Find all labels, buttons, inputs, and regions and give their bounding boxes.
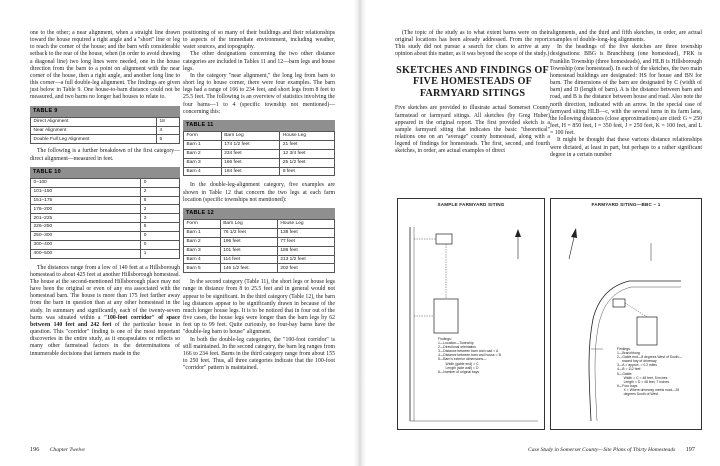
- table-row: [184, 264, 335, 273]
- north-arrowhead: [571, 228, 577, 238]
- farmyard-siting-bbc1-figure: [550, 198, 702, 430]
- table-cell: 101–150: [31, 187, 141, 196]
- table-12: [183, 208, 335, 273]
- table-row: [31, 240, 180, 249]
- table-cell: Form: [184, 220, 221, 229]
- paragraph-text: The distances range from a low of 140 feet at a Hillsborough homestead to about 425 feet at another Hillsborough homestead. The house at the second-mentioned Hillsborough place may not have been the original or even of any era associated with the homestead barn. The house is more than 175 feet farther away from the barn in question than at any other homestead in the study. In summary and significantly, each of the twenty-seven barns was situated within a: [30, 264, 180, 321]
- table-row: [184, 246, 335, 255]
- running-head: Case Study in Somerset County—Site Plans of Thirty Homesteads: [528, 447, 676, 453]
- table-row: [31, 126, 180, 135]
- table-cell: 114 feet: [220, 255, 277, 264]
- table-9: [30, 106, 180, 145]
- left-footer: [30, 446, 85, 453]
- table-caption: TABLE 10: [30, 167, 180, 178]
- left-column-2: [183, 30, 335, 372]
- barn-shape: [637, 317, 657, 345]
- table-row: [184, 149, 335, 158]
- table-11: [183, 120, 335, 177]
- table-cell: Barn 4: [184, 167, 222, 176]
- table-row: [31, 223, 180, 232]
- left-column-1: [30, 30, 180, 358]
- table-10-grid: [30, 178, 180, 259]
- paragraph: (The topic of the study as to what extent barns were on their original locations has been already addressed. From the report: This study did not pursue a search for clues to arrive at any opinion about this matter, as it was beyond the scope of the study.): [395, 30, 550, 58]
- table-caption: TABLE 11: [183, 120, 335, 131]
- table-row: [184, 167, 335, 176]
- bbc1-siting-drawing: [551, 199, 703, 431]
- table-12-grid: [183, 219, 335, 273]
- book-gutter: [354, 0, 366, 466]
- paragraph-text: of the particular house in question. This "corridor" finding is one of the most important discoveries in the entire study, as it encapsulates or reflects so many other farmstead factors in the determinations of innumerable decisions that farmers made in the: [30, 321, 180, 357]
- paragraph: Five sketches are provided to illustrate actual Somerset County farmstead or farmyard sitings. All sketches (by Greg Huber) appeared in the original report. The first provided sketch is a sample farmyard siting that indicates the basic "theoretical" relations one on an "average" county homestead, along with a legend of findings for homesteads. The first, second, and fourth sketches, in order, are actual examples of direct: [395, 105, 550, 155]
- table-cell: 18: [156, 117, 179, 126]
- table-cell: 0–100: [31, 178, 141, 187]
- figure-title: FARMYARD SITING—BBC – 1: [591, 202, 661, 207]
- table-row: [184, 220, 335, 229]
- table-row: [31, 135, 180, 144]
- table-row: [184, 132, 335, 141]
- table-9-grid: [30, 117, 180, 145]
- table-cell: 5: [156, 135, 179, 144]
- table-cell: 2: [141, 205, 180, 214]
- table-row: [31, 196, 180, 205]
- table-11-grid: [183, 131, 335, 176]
- page-number: 197: [685, 446, 695, 453]
- table-cell: 151–175: [31, 196, 141, 205]
- figure-title: SAMPLE FARMYARD SITING: [437, 202, 505, 207]
- paragraph: In the double-leg-alignment category, five examples are shown in Table 12 that concern the two legs at each farm location (specific townships not mentioned):: [183, 182, 335, 203]
- table-cell: Direct Alignment: [31, 117, 157, 126]
- table-row: [184, 228, 335, 237]
- table-cell: 250–300: [31, 232, 141, 241]
- table-cell: 234 feet: [221, 149, 280, 158]
- table-cell: House Leg: [277, 220, 334, 229]
- table-cell: 1: [141, 249, 180, 258]
- paragraph: alignments, and the third and fifth sketches, in order, are actual examples of double-long-leg alignments.: [550, 30, 702, 44]
- table-cell: House Leg: [280, 132, 335, 141]
- table-cell: 76 1/2 feet: [220, 228, 277, 237]
- paragraph: In the headings of the five sketches are three township designations: BBG is Branchburg (one homestead), FRK is Franklin Township (three homesteads), and HLB is Hillsborough Township (one homestead). In each of the sketches, the two main homestead buildings are designated: HS for house and BN for barn. The dimensions of the barn are designated by C (width of barn) and D (length of barn). A is the distance between barn and road, and B is the distance between house and road. Also note the north direction, indicated with an arrow. In the special case of farmyard siting HLB—c, with the several turns in its farm lane, the following distances (close approximations) are cited: G = 250 feet, H = 850 feet, I = 350 feet, J = 250 feet, K = 100 feet, and L = 100 feet.: [550, 44, 702, 137]
- table-cell: Barn 2: [184, 149, 222, 158]
- table-cell: 5: [141, 196, 180, 205]
- paragraph: In the second category (Table 11), the short legs or house legs range in distance from 8 to 25.5 feet and in general would not appear to be significant. In the third category (Table 12), the barn leg distances appear to be significantly drawn in because of the much longer house legs. It is to be noticed that in four out of the five cases, the house legs were longer than the barn legs by 62 feet up to 99 feet. Quite curiously, no four-bay barns have the "double-leg barn to house" alignment.: [183, 279, 335, 336]
- right-column-1: [395, 30, 550, 156]
- table-cell: 202 feet: [277, 264, 334, 273]
- house-shape: [436, 234, 452, 244]
- table-row: [31, 178, 180, 187]
- right-column-2: [550, 30, 702, 159]
- table-row: [184, 140, 335, 149]
- table-row: [31, 117, 180, 126]
- table-row: [31, 232, 180, 241]
- table-caption: TABLE 9: [30, 106, 180, 117]
- table-cell: 226–250: [31, 223, 141, 232]
- sample-siting-drawing: [398, 199, 546, 431]
- paragraph: The following is a further breakdown of the first category—direct alignment—measured in feet.: [30, 148, 180, 162]
- table-row: [31, 187, 180, 196]
- table-cell: 3: [141, 214, 180, 223]
- table-cell: 0: [141, 232, 180, 241]
- table-row: [184, 237, 335, 246]
- paragraph: The other designations concerning the two other distance categories are included in Tables 11 and 12—barn legs and house legs.: [183, 51, 335, 72]
- table-cell: 21 feet: [280, 140, 335, 149]
- table-row: [184, 255, 335, 264]
- table-cell: 5: [141, 223, 180, 232]
- paragraph: In both the double-leg categories, the "100-foot corridor" is still maintained. In the second category, the barn leg ranges from 166 to 234 feet. Barns in the third category range from about 155 to 250 feet. Thus, all three categories indicate that the 100-foot "corridor" pattern is maintained.: [183, 336, 335, 372]
- table-cell: 213 1/2 feet: [277, 255, 334, 264]
- house-shape: [613, 299, 625, 307]
- table-cell: Barn 3: [184, 246, 221, 255]
- table-cell: 4: [156, 126, 179, 135]
- page-number: 196: [30, 446, 40, 453]
- table-cell: 300–400: [31, 240, 141, 249]
- table-cell: Barn 4: [184, 255, 221, 264]
- table-10: [30, 167, 180, 259]
- table-cell: 8 feet: [280, 167, 335, 176]
- section-heading: SKETCHES AND FINDINGS OF FIVE HOMESTEADS OF FARMYARD SITINGS: [396, 64, 549, 99]
- table-cell: 146 1/2 feet: [220, 264, 277, 273]
- table-cell: 176–200: [31, 205, 141, 214]
- paragraph: It might be thought that these various distance relationships were dictated, at least in part, but perhaps to a rather significant degree in a certain number: [550, 137, 702, 158]
- figure-findings: Findings: 1—Branchburg 2—Gable end—8 degrees West of South— roward bay of driveway 3—A = approx. = 0.2 miles 4—B = 112 feet 5—Gable: Width = C = 48 feet, 5 inches Length = D = 48 feet, 7 inches 6—Four bays X = Where driveway meets road—25 degrees South of West: [617, 347, 682, 397]
- table-row: [31, 205, 180, 214]
- table-cell: 184 feet: [221, 167, 280, 176]
- table-cell: 0: [141, 178, 180, 187]
- table-cell: Barn 1: [184, 140, 222, 149]
- figure-findings: Findings: 1—Location—Township 2—Directional orientation 3—Distance between barn and road = A 4—Distance between barn and house = B 5—Barn's exterior dimensions— Width (gable end) = C Length (side wall) = D 6—Number of original bays: [438, 337, 501, 374]
- right-footer: [528, 446, 695, 453]
- table-row: [31, 249, 180, 258]
- table-cell: Barn 3: [184, 158, 222, 167]
- table-cell: Barn 5: [184, 264, 221, 273]
- table-cell: 201–225: [31, 214, 141, 223]
- table-row: [184, 158, 335, 167]
- paragraph: [30, 265, 180, 358]
- table-cell: Barn 2: [184, 237, 221, 246]
- table-cell: Double Full Leg Alignment: [31, 135, 157, 144]
- table-cell: 138 feet: [277, 228, 334, 237]
- table-cell: Barn 1: [184, 228, 221, 237]
- paragraph: one to the other; a near alignment, when a straight line drawn toward the house required a right angle and a "short" line or leg to reach the corner of the house; and the barn with considerable setback to the rear of the house, when (in order to avoid drawing a diagonal line) two long lines were needed, one in the house direction from the barn to a point on alignment with the near corner of the house, then a right angle, and another long line to this corner—a full double-leg alignment. The findings are given just below in Table 9. One house-to-barn distance could not be measured, and two barns no longer had houses to relate to.: [30, 30, 180, 101]
- table-cell: Barn Leg: [220, 220, 277, 229]
- table-cell: 12 3/4 feet: [280, 149, 335, 158]
- table-cell: 400–500: [31, 249, 141, 258]
- paragraph: In the category "near alignment," the long leg from barn to short leg to house corner, there were four examples. The barn legs had a range of 166 to 234 feet, and short legs from 8 feet to 25.5 feet. The following is an overview of statistics involving the four barns—1 to 4 (specific township not mentioned)—concerning this:: [183, 72, 335, 115]
- table-cell: 2: [141, 187, 180, 196]
- table-cell: 101 feet: [220, 246, 277, 255]
- table-cell: 25 1/2 feet: [280, 158, 335, 167]
- paragraph: positioning of so many of their buildings and their relationships to aspects of the immediate environment, including weather, water sources, and topography.: [183, 30, 335, 51]
- table-cell: 166 feet: [221, 158, 280, 167]
- table-cell: Near Alignment: [31, 126, 157, 135]
- table-cell: 196 feet: [220, 237, 277, 246]
- table-row: [31, 214, 180, 223]
- dimension-line: [625, 303, 647, 317]
- sample-farmyard-siting-figure: [397, 198, 545, 430]
- table-caption: TABLE 12: [183, 208, 335, 219]
- table-cell: 174 1/2 feet: [221, 140, 280, 149]
- corridor-emphasis: "100-foot corridor" of space between 140 feet and 242 feet: [30, 314, 180, 328]
- table-cell: Barn Leg: [221, 132, 280, 141]
- running-head: Chapter Twelve: [49, 447, 85, 453]
- table-cell: 77 feet: [277, 237, 334, 246]
- table-cell: 186 feet: [277, 246, 334, 255]
- table-cell: 0: [141, 240, 180, 249]
- north-arrowhead: [515, 229, 521, 237]
- table-cell: Form: [184, 132, 222, 141]
- barn-shape: [434, 299, 458, 333]
